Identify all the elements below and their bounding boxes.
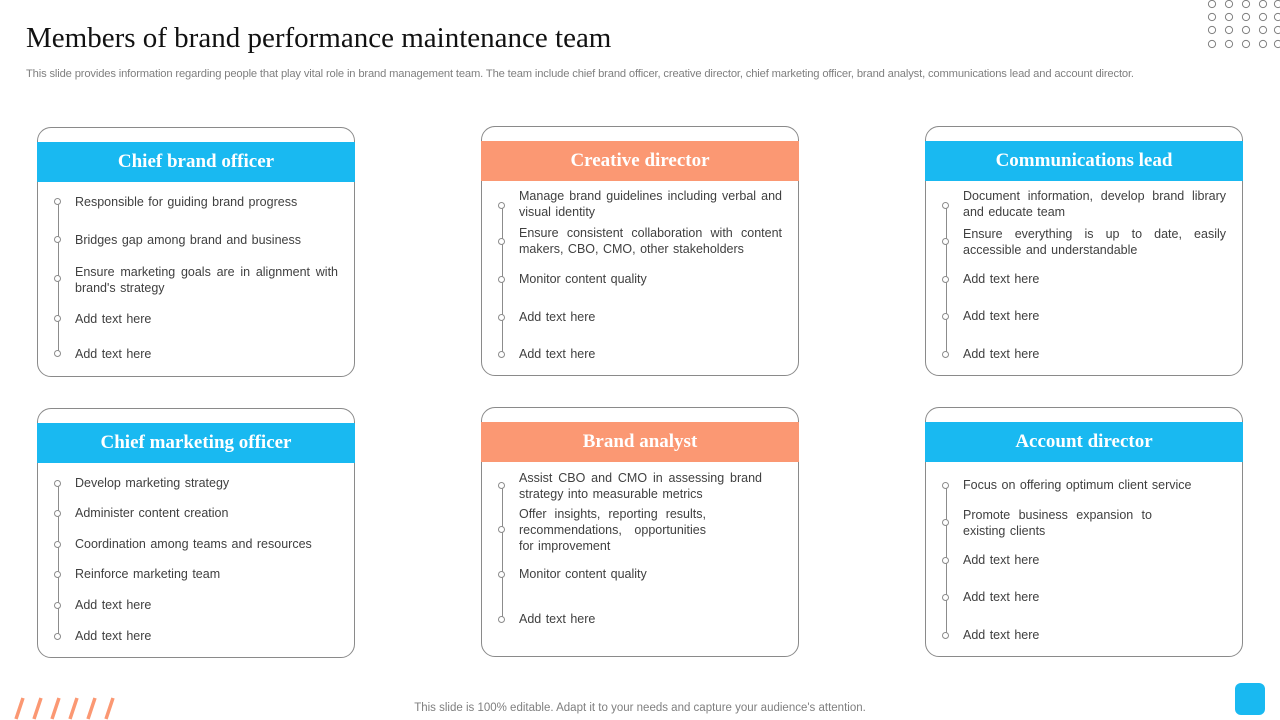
bullet-icon: [942, 276, 949, 283]
list-item-text: Add text here: [75, 598, 152, 612]
list-item-text: Document information, develop brand library and educate team: [963, 189, 1226, 219]
bullet-icon: [942, 594, 949, 601]
list-item-text: Manage brand guidelines including verbal and visual identity: [519, 189, 782, 219]
bullet-icon: [942, 519, 949, 526]
dot-grid-decoration: [1205, 0, 1280, 50]
list-item-text: Monitor content quality: [519, 567, 647, 581]
card-chief-marketing-officer: [37, 408, 355, 658]
list-item-text: Add text here: [963, 272, 1040, 286]
list-item-text: Add text here: [963, 590, 1040, 604]
list-item-text: Reinforce marketing team: [75, 567, 221, 581]
bullet-icon: [498, 238, 505, 245]
card-header: Communications lead: [925, 141, 1243, 181]
bullet-icon: [498, 616, 505, 623]
bullet-icon: [54, 275, 61, 282]
list-item-text: Coordination among teams and resources: [75, 537, 312, 551]
timeline-line: [58, 483, 59, 636]
page-subtitle: This slide provides information regarding people that play vital role in brand management team. The team include chief brand officer, creative director, chief marketing officer, brand analyst, communications lead and account director.: [26, 68, 1134, 80]
bullet-icon: [942, 202, 949, 209]
bullet-icon: [54, 510, 61, 517]
bullet-icon: [942, 238, 949, 245]
list-item-text: Bridges gap among brand and business: [75, 233, 301, 247]
card-account-director: [925, 407, 1243, 657]
card-header: Chief marketing officer: [37, 423, 355, 463]
footer-note: This slide is 100% editable. Adapt it to your needs and capture your audience's attention.: [414, 702, 866, 714]
list-item-text: Add text here: [75, 347, 152, 361]
bullet-icon: [942, 632, 949, 639]
list-item-text: Add text here: [519, 347, 596, 361]
page-title: Members of brand performance maintenance team: [26, 22, 612, 54]
bullet-icon: [498, 351, 505, 358]
card-header: Creative director: [481, 141, 799, 181]
bullet-icon: [498, 526, 505, 533]
list-item-text: Assist CBO and CMO in assessing brand strategy into measurable metrics: [519, 471, 762, 501]
list-item-text: Offer insights, reporting results, recommendations, opportunities for improvement: [519, 507, 706, 553]
card-chief-brand-officer: [37, 127, 355, 377]
list-item-text: Ensure marketing goals are in alignment with brand's strategy: [75, 265, 338, 295]
timeline-line: [502, 486, 503, 621]
bullet-icon: [942, 313, 949, 320]
bullet-icon: [54, 633, 61, 640]
bullet-icon: [498, 482, 505, 489]
bullet-icon: [942, 482, 949, 489]
card-header: Chief brand officer: [37, 142, 355, 182]
bullet-icon: [54, 480, 61, 487]
bullet-icon: [942, 351, 949, 358]
list-item-text: Add text here: [963, 347, 1040, 361]
list-item-text: Add text here: [963, 553, 1040, 567]
bullet-icon: [498, 202, 505, 209]
bullet-icon: [54, 541, 61, 548]
bullet-icon: [498, 571, 505, 578]
bullet-icon: [498, 276, 505, 283]
list-item-text: Ensure everything is up to date, easily accessible and understandable: [963, 227, 1226, 257]
list-item-text: Add text here: [75, 312, 152, 326]
list-item-text: Ensure consistent collaboration with content makers, CBO, CMO, other stakeholders: [519, 226, 782, 256]
bullet-icon: [54, 350, 61, 357]
bullet-icon: [498, 314, 505, 321]
list-item-text: Add text here: [519, 310, 596, 324]
bullet-icon: [54, 315, 61, 322]
list-item-text: Responsible for guiding brand progress: [75, 195, 298, 209]
bullet-icon: [54, 571, 61, 578]
bullet-icon: [54, 236, 61, 243]
bullet-icon: [942, 557, 949, 564]
card-header: Account director: [925, 422, 1243, 462]
list-item-text: Develop marketing strategy: [75, 476, 230, 490]
card-communications-lead: [925, 126, 1243, 376]
list-item-text: Add text here: [75, 629, 152, 643]
list-item-text: Administer content creation: [75, 506, 229, 520]
list-item-text: Focus on offering optimum client service: [963, 478, 1192, 492]
corner-square-decoration: [1235, 683, 1265, 715]
list-item-text: Add text here: [963, 628, 1040, 642]
list-item-text: Add text here: [519, 612, 596, 626]
list-item-text: Monitor content quality: [519, 272, 647, 286]
card-creative-director: [481, 126, 799, 376]
list-item-text: Promote business expansion to existing clients: [963, 508, 1152, 538]
bullet-icon: [54, 602, 61, 609]
list-item-text: Add text here: [963, 309, 1040, 323]
card-header: Brand analyst: [481, 422, 799, 462]
bullet-icon: [54, 198, 61, 205]
card-brand-analyst: [481, 407, 799, 657]
